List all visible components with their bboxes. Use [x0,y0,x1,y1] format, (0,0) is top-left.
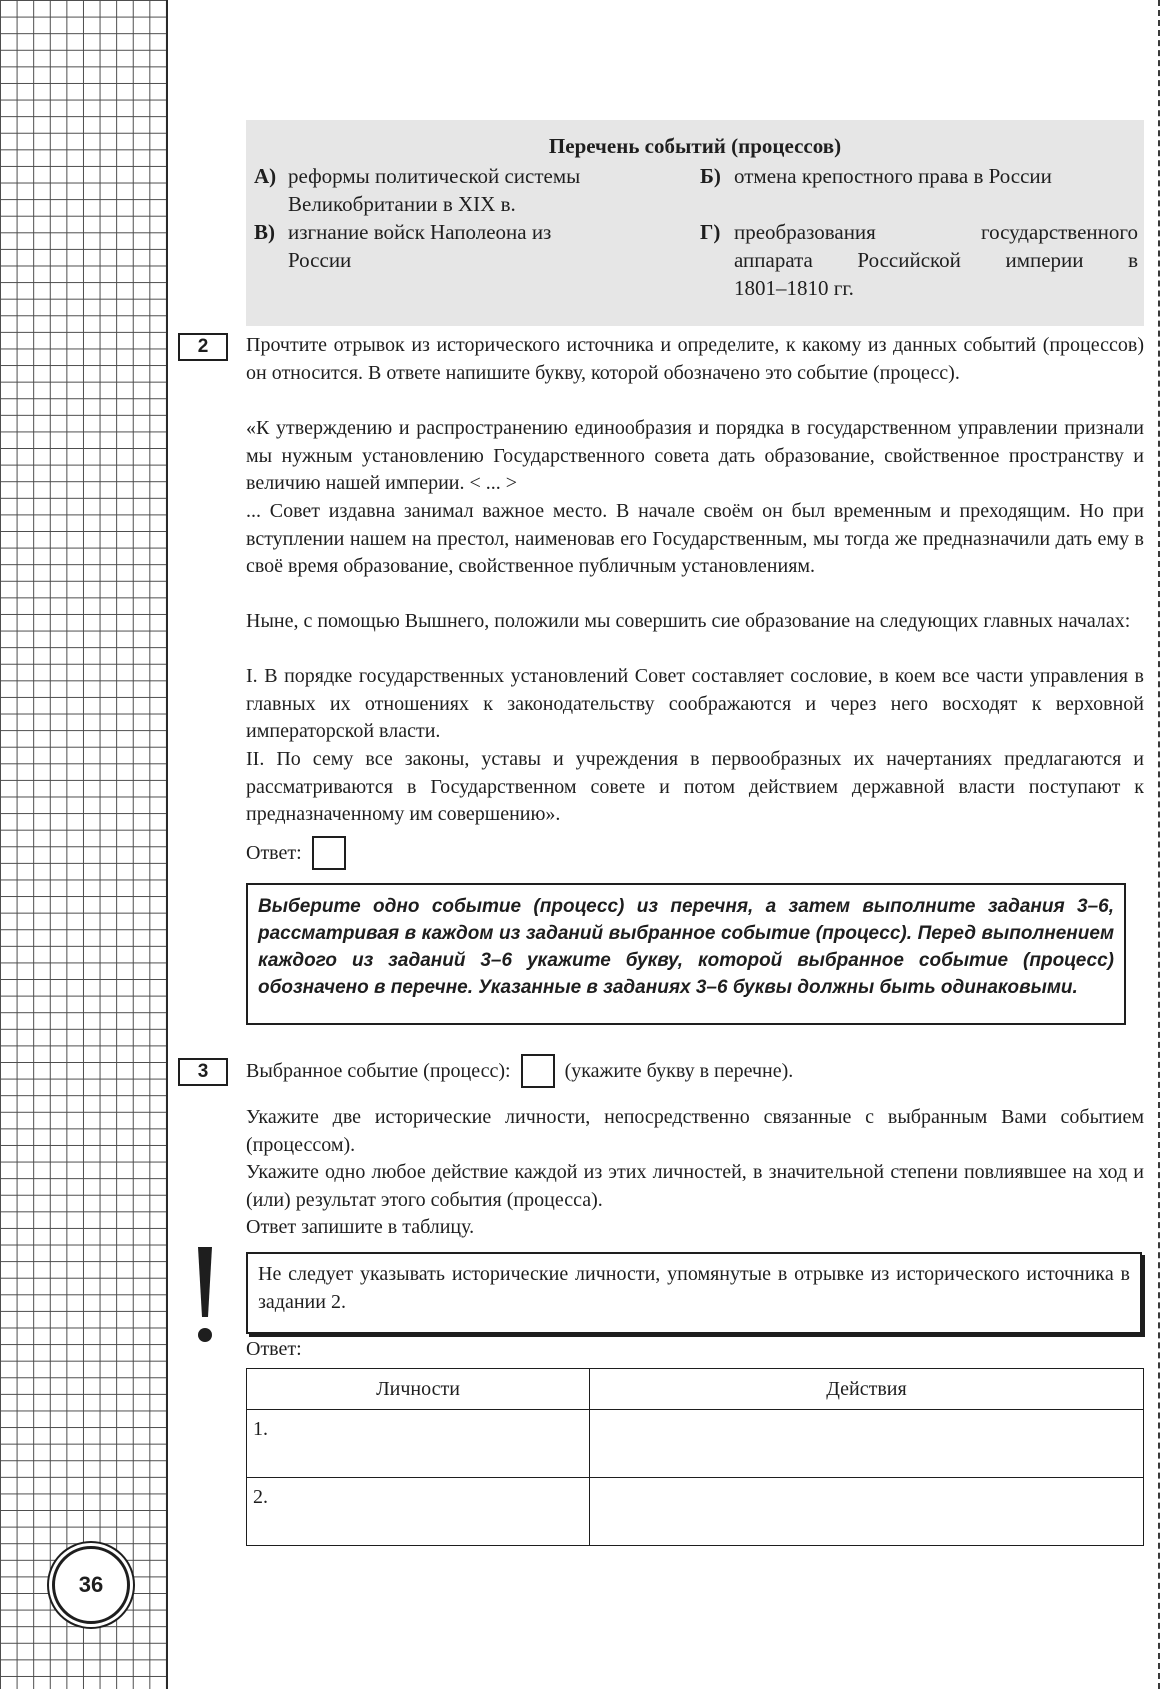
events-list-title: Перечень событий (процессов) [548,134,842,158]
task-2-answer-row [246,836,346,870]
task-2-quote-paragraph: I. В порядке государственных установлений Совет составляет сословие, в коем все части управления в главных их отношениях к законодательству соображаются и через него восходят к верховной императорской власти. [246,665,1144,742]
event-letter: Б) [700,164,721,188]
task-2-intro: Прочтите отрывок из исторического источника и определите, к какому из данных событий (процессов) он относится. В ответе напишите букву, которой обозначено это событие (процесс). [246,334,1144,384]
task-2-number: 2 [178,333,228,361]
task-3-answer-label-row [246,1338,302,1361]
answer-label: Ответ: [246,841,302,864]
action-cell[interactable] [590,1478,1144,1546]
task-2-quote-paragraph: Ныне, с помощью Вышнего, положили мы совершить сие образование на следующих главных началах: [246,610,1131,632]
event-item-b [700,162,1144,192]
column-header-actions: Действия [590,1369,1144,1410]
action-cell[interactable] [590,1410,1144,1478]
person-cell[interactable]: 2. [247,1478,590,1546]
event-item-a [254,162,674,222]
selected-event-label: Выбранное событие (процесс): [246,1059,511,1082]
event-item-d [700,218,1144,308]
column-header-persons: Личности [247,1369,590,1410]
task-3-number: 3 [178,1058,228,1086]
task-2-quote-paragraph: «К утверждению и распространению единообразия и порядка в государственном управлении признали мы нужным установлению Государственного совета дать образование, свойственное пространству и величию нашей империи. < ... > [246,417,1144,494]
selected-event-hint: (укажите букву в перечне). [564,1059,794,1082]
event-text: преобразования государственного аппарата Российской империи в 1801–1810 гг. [734,220,1138,300]
task-3-paragraph: Укажите одно любое действие каждой из этих личностей, в значительной степени повлиявшее на ход и (или) результат этого события (процесса). [246,1161,1144,1211]
exclamation-icon [192,1245,218,1345]
page-number: 36 [52,1546,130,1624]
event-text: изгнание войск Наполеона из России [288,220,552,272]
answer-table [246,1368,1144,1546]
person-cell[interactable]: 1. [247,1410,590,1478]
table-row [247,1478,1144,1546]
selected-event-box[interactable] [521,1054,555,1088]
task-2-quote-paragraph: II. По сему все законы, уставы и учреждения в первообразных их начертаниях предлагаются и рассматриваются в Государственном совете и потом действием державной власти поступают к предназначенному им совершению». [246,748,1144,825]
grid-margin [0,0,168,1689]
answer-label: Ответ: [246,1338,302,1360]
cut-line [1158,0,1160,1689]
task-2-quote-paragraph: ... Совет издавна занимал важное место. В начале своём он был временным и преходящим. Но при вступлении нашем на престол, наименовав его Государственным, мы тогда же предназначили дать ему в своё время образование, свойственное публичным установлениям. [246,500,1144,577]
event-item-c [254,218,674,278]
event-letter: В) [254,220,275,244]
table-row [247,1410,1144,1478]
task-3-paragraph: Укажите две исторические личности, непосредственно связанные с выбранным Вами событием (процессом). [246,1106,1144,1156]
events-list-panel [246,120,1144,326]
event-letter: Г) [700,220,721,244]
instruction-box: Выберите одно событие (процесс) из перечня, а затем выполните задания 3–6, рассматривая в каждом из заданий выбранное событие (процесс). Перед выполнением каждого из заданий 3–6 укажите букву, которой выбранное событие (процесс) обозначено в перечне. Указанные в заданиях 3–6 буквы должны быть одинаковыми. [246,883,1126,1025]
task-3-selected-row [246,1054,793,1088]
event-letter: А) [254,164,277,188]
task-2-answer-box[interactable] [312,836,346,870]
event-text: реформы политической системы Великобритании в XIX в. [288,164,581,216]
task-3-paragraph: Ответ запишите в таблицу. [246,1216,475,1238]
event-text: отмена крепостного права в России [734,164,1052,188]
warning-box: Не следует указывать исторические личности, упомянутые в отрывке из исторического источника в задании 2. [246,1252,1142,1334]
